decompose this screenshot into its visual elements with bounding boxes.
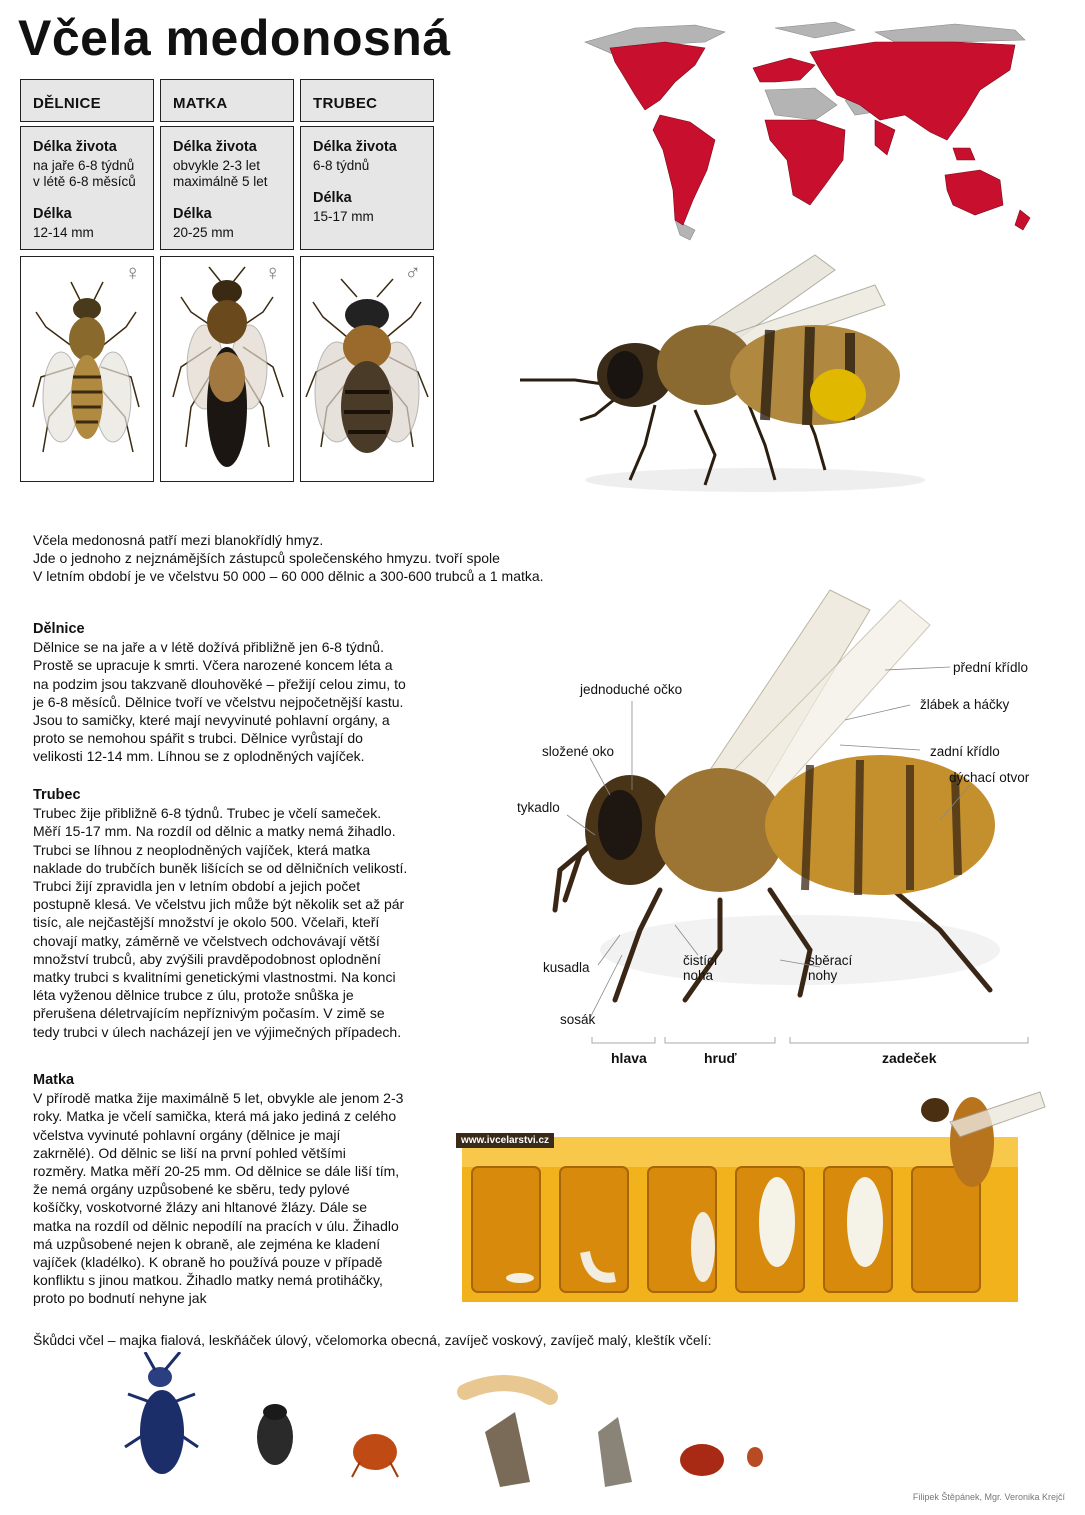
- caste-name: DĚLNICE: [33, 95, 101, 112]
- greater-wax-moth-icon: [465, 1383, 550, 1487]
- label-zadni-kridlo: zadní křídlo: [930, 744, 1000, 759]
- comb-watermark: www.ivcelarstvi.cz: [456, 1133, 554, 1148]
- bee-anatomy-illustration: [510, 570, 1070, 1030]
- section-line: košíčky, voskotvorné žlázy ani hltanové žlázy. Dále se: [33, 1199, 368, 1216]
- length-value: 20-25 mm: [173, 225, 234, 240]
- label-cistici-noha: čistící noha: [683, 953, 718, 983]
- section-line: Trubci se líhnou z neoplodněných vajíček, která matka: [33, 841, 371, 858]
- body-part-brackets: [590, 1035, 1035, 1050]
- section-line: proto po bodnutí nehyne jak: [33, 1290, 207, 1307]
- section-heading: Dělnice: [33, 621, 85, 637]
- section-trubec: [33, 786, 433, 1041]
- intro-line: Jde o jednoho z nejznámějších zástupců společenského hmyzu. tvoří spole: [33, 550, 500, 567]
- caste-header-matka: [160, 79, 294, 122]
- lifespan-value: na jaře 6-8 týdnů v létě 6-8 měsíců: [33, 158, 136, 189]
- lesser-wax-moth-icon: [598, 1417, 632, 1487]
- section-line: včelstva vyvinuté pohlavní orgány (dělnice je mají: [33, 1126, 341, 1143]
- length-value: 15-17 mm: [313, 209, 374, 224]
- section-line: přerušena déletrvajícím nepříznivým počasím. V zimě se: [33, 1005, 385, 1022]
- honeycomb-development-illustration: [450, 1082, 1050, 1307]
- honeybee-photo: [515, 245, 935, 500]
- section-matka: [33, 1071, 433, 1308]
- pests-caption: Škůdci včel – majka fialová, leskňáček úlový, včelomorka obecná, zavíječ voskový, zavíječ malý, kleštík včelí:: [33, 1332, 712, 1348]
- label-sberaci-nohy: sběrací nohy: [808, 953, 853, 983]
- label-tykadlo: tykadlo: [517, 800, 560, 815]
- section-delnice: [33, 620, 433, 766]
- varroa-mite-icon: [680, 1444, 763, 1476]
- drone-bee-illustration: [300, 256, 434, 482]
- section-line: Trubci žijí zpravidla jen v letním období a jejich počet: [33, 878, 361, 895]
- section-line: Trubec žije přibližně 6-8 týdnů. Trubec je včelí sameček.: [33, 805, 382, 822]
- section-line: roky. Matka je včelí samička, která má jako jediná z celého: [33, 1108, 397, 1125]
- label-zlabek-a-hacky: žlábek a háčky: [920, 697, 1010, 712]
- label-dychaci-otvor: dýchací otvor: [949, 770, 1030, 785]
- lifespan-label: Délka života: [173, 139, 257, 155]
- section-line: tisíc, ale nejčastější množství je okolo 500. Včelaři, kteří: [33, 914, 380, 931]
- length-label: Délka: [173, 206, 212, 222]
- lifespan-value: 6-8 týdnů: [313, 158, 370, 173]
- caste-name: TRUBEC: [313, 95, 378, 112]
- section-line: na podzim jsou takzvaně dlouhověké – přežijí celou zimu, to: [33, 675, 406, 692]
- drone-bee-icon: [301, 257, 433, 481]
- small-hive-beetle-icon: [257, 1404, 293, 1465]
- male-symbol-icon: ♂: [404, 260, 421, 285]
- caste-header-trubec: [300, 79, 434, 122]
- section-line: Dělnice se na jaře a v létě dožívá přibližně jen 6-8 týdnů.: [33, 639, 384, 656]
- queen-bee-illustration: [160, 256, 294, 482]
- length-label: Délka: [33, 206, 72, 222]
- label-slozene-oko: složené oko: [542, 744, 615, 759]
- world-distribution-map: [575, 20, 1040, 245]
- section-line: Jsou to samičky, které mají nevyvinuté pohlavní orgány, a: [33, 712, 390, 729]
- section-line: Prostě se upracuje k smrti. Včera narozené koncem léta a: [33, 657, 393, 674]
- intro-text: [33, 531, 573, 586]
- section-line: matka na rozdíl od dělnic nepodílí na pracích v úlu. Žihadlo: [33, 1217, 399, 1234]
- section-line: vajíček (kladélko). K obraně ho používá pouze v případě: [33, 1254, 383, 1271]
- lifespan-label: Délka života: [313, 139, 397, 155]
- section-line: rozměry. Matka měří 20-25 mm. Od dělnice se dále liší tím,: [33, 1163, 400, 1180]
- female-symbol-icon: ♀: [124, 260, 141, 285]
- section-line: chovají matky, záměrně ve včelstvech odchovávají větší: [33, 932, 380, 949]
- braula-coeca-icon: [352, 1434, 398, 1477]
- label-sosak: sosák: [560, 1012, 596, 1027]
- section-line: tedy trubci v úlech nacházejí jen ve výjimečných případech.: [33, 1023, 402, 1040]
- section-heading: Trubec: [33, 787, 81, 803]
- label-kusadla: kusadla: [543, 960, 590, 975]
- section-line: má uzpůsobené nejen k obraně, ale zejména ke kladení: [33, 1235, 381, 1252]
- section-line: velikosti 12-14 mm. Líhnou se z oplodněných vajíček.: [33, 748, 365, 765]
- section-heading: Matka: [33, 1072, 75, 1088]
- pests-illustrations: [120, 1352, 800, 1492]
- female-symbol-icon: ♀: [264, 260, 281, 285]
- page-title: Včela medonosná: [18, 10, 451, 66]
- worker-bee-illustration: [20, 256, 154, 482]
- section-line: V přírodě matka žije maximálně 5 let, obvykle ale jenom 2-3: [33, 1090, 404, 1107]
- caste-info-trubec: [300, 126, 434, 250]
- worker-bee-icon: [21, 257, 153, 481]
- section-line: je 6-8 měsíců. Dělnice tvoří ve včelstvu nejpočetnější kastu.: [33, 693, 404, 710]
- part-hrud: hruď: [704, 1050, 737, 1066]
- caste-info-matka: [160, 126, 294, 250]
- section-line: naklade do trubčích buněk lišících se od dělničních velikostí.: [33, 859, 408, 876]
- section-line: že nemá orgány uzpůsobené ke sběru, tedy pylové: [33, 1181, 350, 1198]
- label-predni-kridlo: přední křídlo: [953, 660, 1029, 675]
- caste-header-delnice: [20, 79, 154, 122]
- section-line: konfliktu s jinou matkou. Žihadlo matky nemá protiháčky,: [33, 1272, 383, 1289]
- intro-line: Včela medonosná patří mezi blanokřídlý hmyz.: [33, 532, 324, 548]
- caste-name: MATKA: [173, 95, 228, 112]
- lifespan-value: obvykle 2-3 let maximálně 5 let: [173, 158, 268, 189]
- oil-beetle-icon: [125, 1352, 198, 1474]
- length-value: 12-14 mm: [33, 225, 94, 240]
- section-line: postupně klesá. Ve včelstvu jich může být několik set až pár: [33, 896, 405, 913]
- section-line: zakrnělé). Od dělnic se liší na první pohled většími: [33, 1144, 346, 1161]
- part-hlava: hlava: [611, 1050, 647, 1066]
- section-line: Měří 15-17 mm. Na rozdíl od dělnic a matky nemá žihadlo.: [33, 823, 396, 840]
- section-line: matky trubci s kvalitními genetickými vlastnostmi. Na konci: [33, 969, 396, 986]
- label-jednoduche-ocko: jednoduché očko: [580, 682, 683, 697]
- credit-text: Filipek Štěpánek, Mgr. Veronika Krejčí: [912, 1492, 1065, 1502]
- queen-bee-icon: [161, 257, 293, 481]
- caste-info-delnice: [20, 126, 154, 250]
- length-label: Délka: [313, 190, 352, 206]
- section-line: léta vyženou dělnice trubce z úlu, protože snůška je: [33, 987, 354, 1004]
- section-line: množství trubců, aby zvýšili pravděpodobnost oplodnění: [33, 950, 381, 967]
- intro-line: V letním období je ve včelstvu 50 000 – 60 000 dělnic a 300-600 trubců a 1 matka.: [33, 568, 544, 585]
- part-zadecek: zadeček: [882, 1050, 937, 1066]
- section-line: proto se nemohou spářit s trubci. Dělnice vyrůstají do: [33, 730, 363, 747]
- lifespan-label: Délka života: [33, 139, 117, 155]
